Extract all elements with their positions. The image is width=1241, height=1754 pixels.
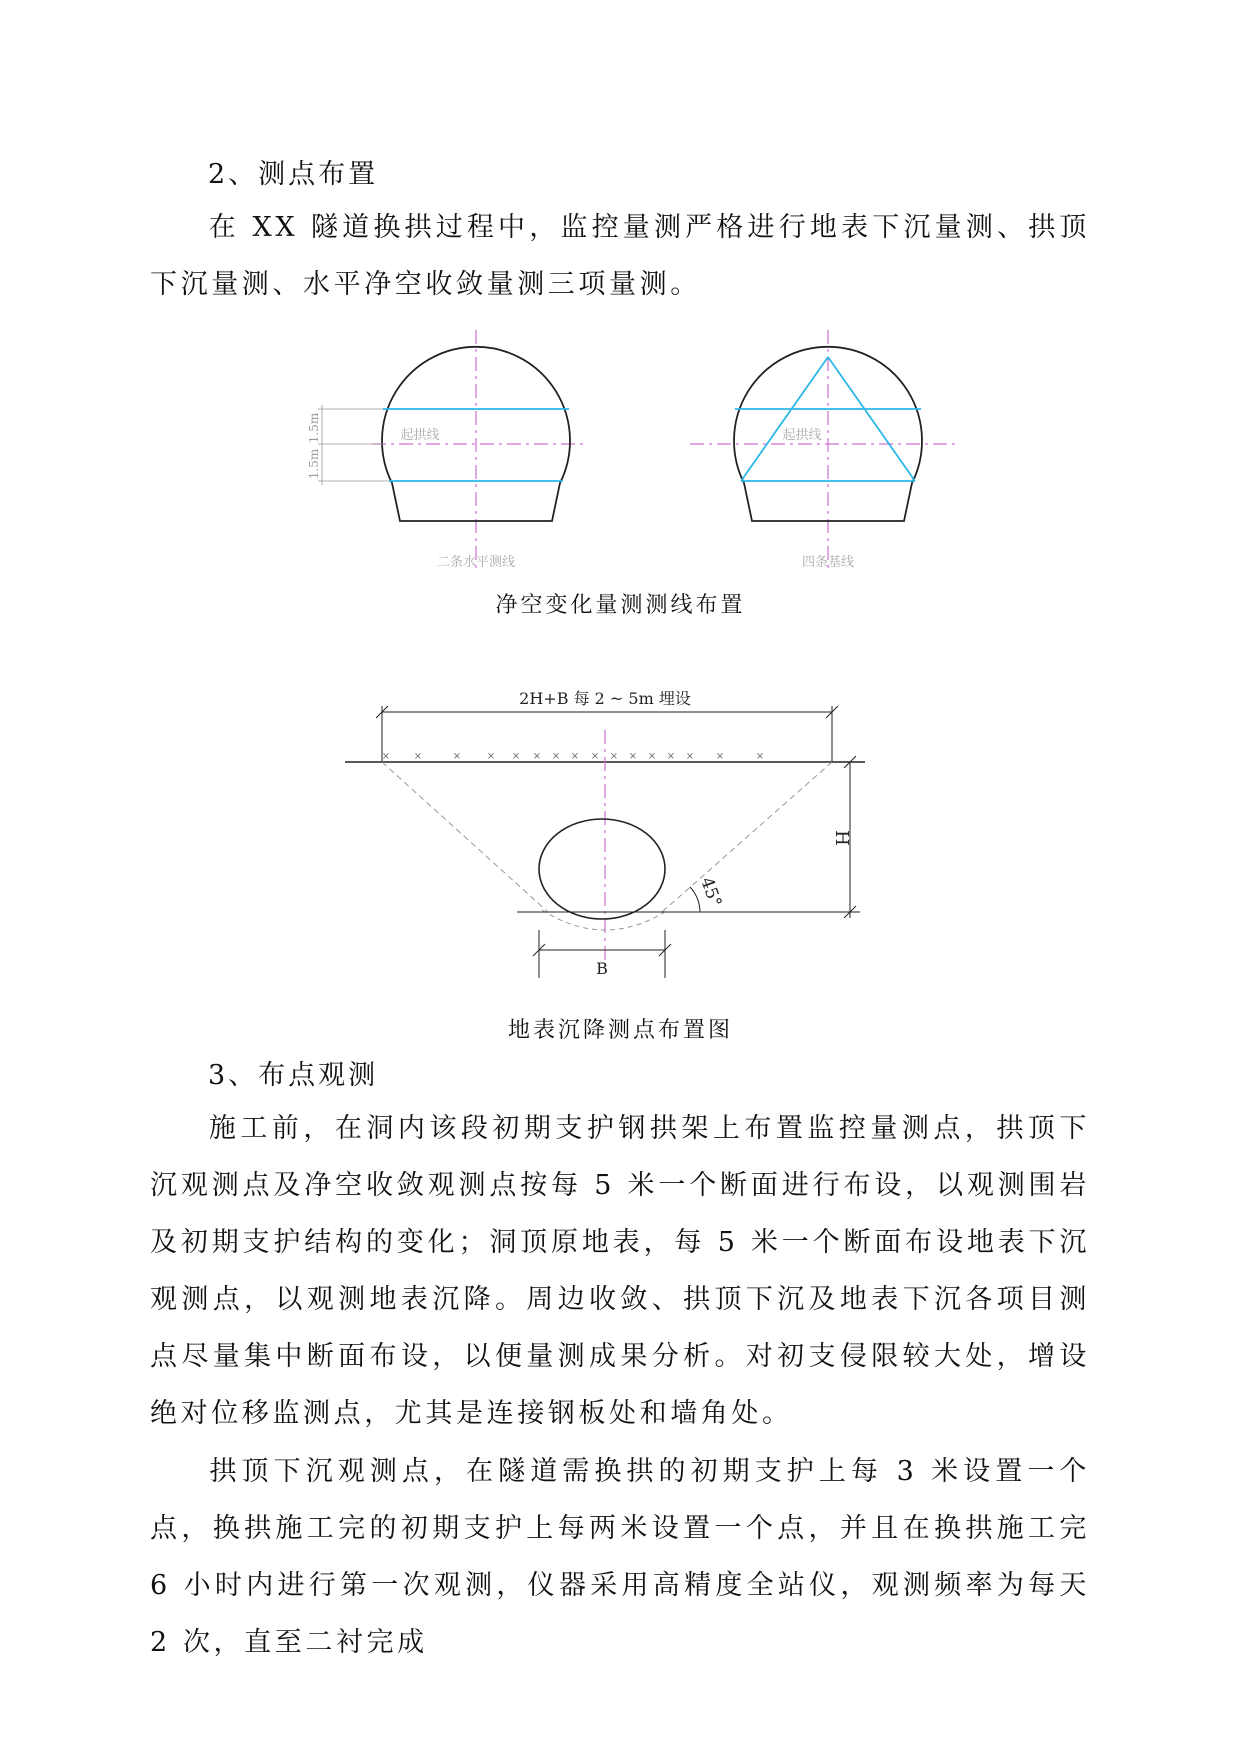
right-springline-label: 起拱线 [782,428,822,443]
figure-2-caption: 地表沉降测点布置图 [507,1018,733,1043]
section-2-text: 在 XX 隧道换拱过程中，监控量测严格进行地表下沉量测、拱顶下沉量测、水平净空收敛量测三项量测。 [150,212,1090,300]
settlement-marker: × [452,751,462,762]
angle-label: 45° [696,874,726,910]
left-tunnel-section [307,330,585,570]
right-measure-line-right [828,357,915,481]
section-heading-3: 3、布点观测 [208,1060,379,1091]
left-springline-label: 起拱线 [400,428,440,443]
section-2-paragraph [150,199,1090,313]
b-label: B [596,959,608,978]
settlement-marker: × [715,751,725,762]
right-subtitle: 四条基线 [801,555,855,570]
settlement-marker: × [532,751,542,762]
settlement-marker: × [570,751,580,762]
settlement-marker: × [685,751,695,762]
dim-lower-label: 1.5m [307,448,321,480]
figure-1-caption: 净空变化量测测线布置 [495,593,746,618]
influence-line-right [662,762,832,912]
tunnel-outline [539,819,665,919]
dim-upper-label: 1.5m [307,412,321,444]
section-3-paragraph-1 [150,1100,1090,1442]
clearance-measurement-diagram [0,320,1241,580]
angle-arc [690,887,700,912]
section-heading-2: 2、测点布置 [208,159,379,190]
section-3-text-1: 施工前，在洞内该段初期支护钢拱架上布置监控量测点，拱顶下沉观测点及净空收敛观测点按每 5 米一个断面进行布设，以观测围岩及初期支护结构的变化；洞顶原地表，每 5 米一个断面布设地表下沉观测点，以观测地表沉降。周边收敛、拱顶下沉及地表下沉各项目测点尽量集中断面布设，以便量测成果分析。对初支侵限较大处，增设绝对位移监测点，尤其是连接钢板处和墙角处。 [150,1113,1090,1429]
settlement-marker: × [551,751,561,762]
settlement-marker: × [647,751,657,762]
h-label: H [831,830,852,846]
left-subtitle: 二条水平测线 [436,555,516,570]
settlement-marker: × [628,751,638,762]
settlement-marker: × [609,751,619,762]
settlement-marker: × [755,751,765,762]
right-tunnel-section [690,330,955,570]
influence-line-left [382,762,548,912]
settlement-marker: × [666,751,676,762]
settlement-marker: × [511,751,521,762]
settlement-marker: × [381,751,391,762]
settlement-marker: × [486,751,496,762]
right-measure-line-left [741,357,828,481]
top-dimension-label: 2H+B 每 2 ~ 5m 埋设 [519,689,691,708]
settlement-markers [382,751,764,762]
settlement-marker: × [590,751,600,762]
surface-settlement-diagram [0,680,1241,990]
section-3-paragraph-2 [150,1443,1090,1671]
section-3-text-2: 拱顶下沉观测点，在隧道需换拱的初期支护上每 3 米设置一个点，换拱施工完的初期支护上每两米设置一个点，并且在换拱施工完 6 小时内进行第一次观测，仪器采用高精度全站仪，观测频率为每天 2 次，直至二衬完成 [150,1456,1090,1658]
settlement-marker: × [413,751,423,762]
